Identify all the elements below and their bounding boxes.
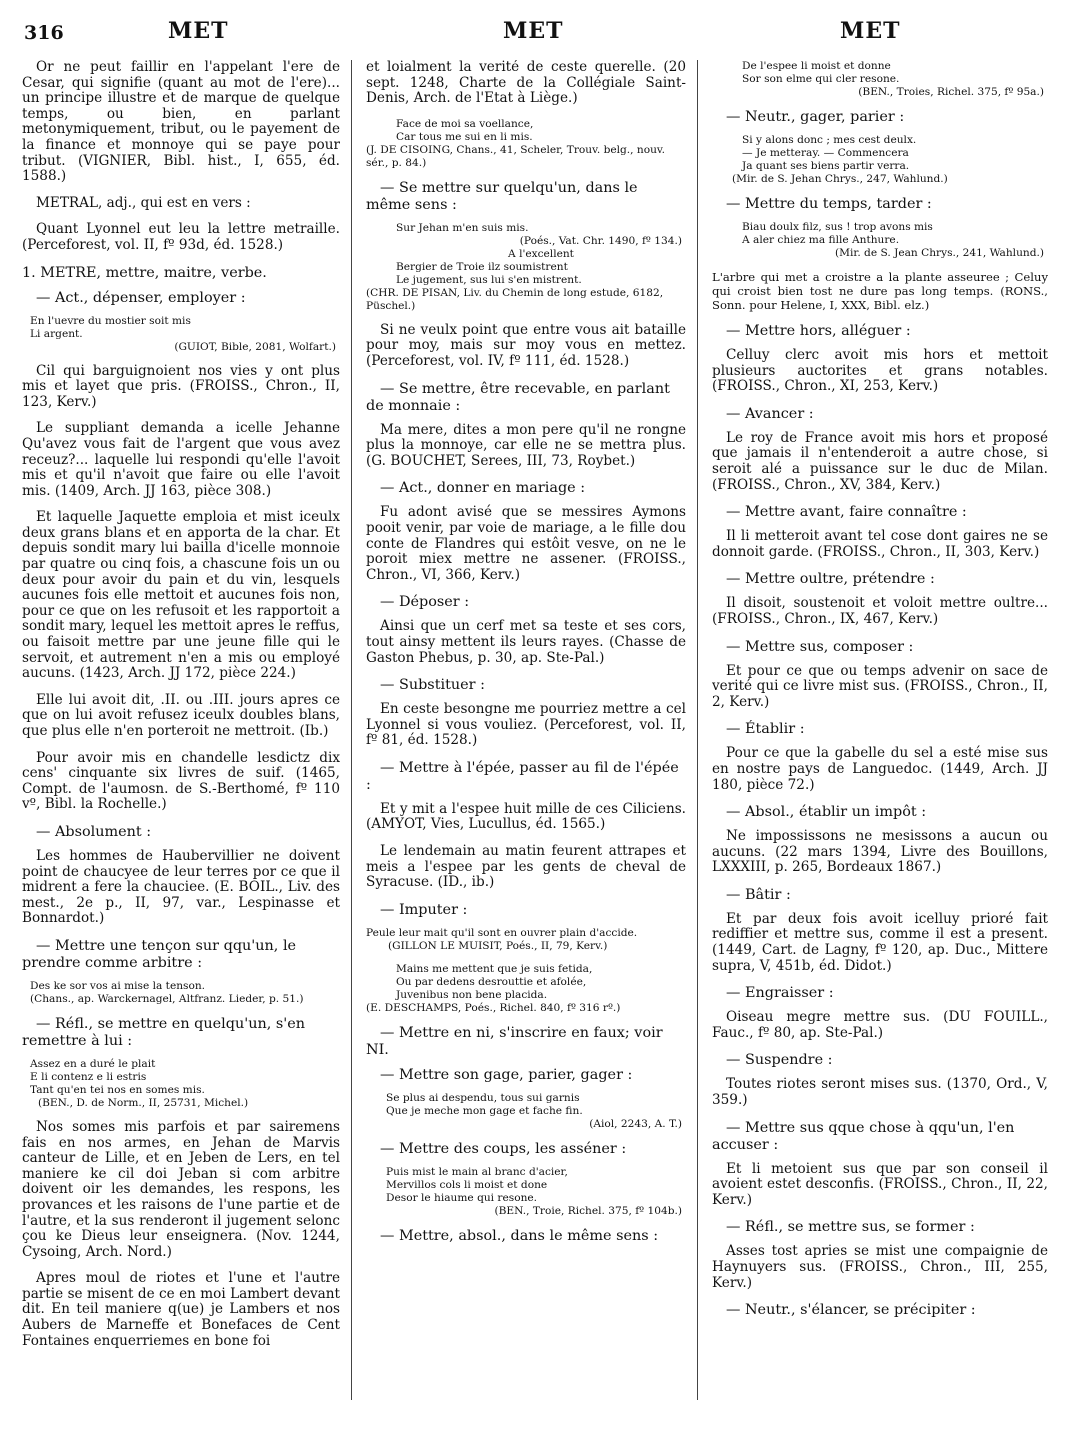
verse-quote — [366, 117, 686, 170]
sense-heading: — Mettre en ni, s'inscrire en faux; voir NI. — [366, 1024, 663, 1058]
citation: (Mir. de S. Jehan Chrys., 247, Wahlund.) — [732, 173, 948, 185]
column-3 — [712, 60, 1048, 1400]
paragraph: Celluy clerc avoit mis hors et mettoit plusieurs auctorites et grans notables. (FROISS., Chron., XI, 253, Kerv.) — [712, 347, 1048, 395]
verse-line: Juvenibus non bene placida. — [396, 988, 548, 1001]
column-1 — [22, 60, 340, 1400]
verse-line: E li contenz e li estris — [30, 1070, 147, 1083]
entry-heading: METRAL, adj., qui est en vers : — [36, 194, 251, 211]
column-rule-2 — [697, 60, 698, 1400]
paragraph: Nos somes mis parfois et par sairemens fais en nos armes, en Jehan de Marvis canteur de Lille, et en Jeben de Lers, en tel maniere ke cil doi Jeban si com arbitre doivent oir les demandes, les respons, les provances et les raisons de l'une partie et de l'autre, et la sus renderont il jugement selonc çou ke Dieus leur enseignera. (Nov. 1244, Cysoing, Arch. Nord.) — [22, 1118, 340, 1260]
sense-heading: — Engraisser : — [726, 985, 834, 1002]
paragraph: Le lendemain au matin feurent attrapes et meis a l'espee par les gents de cheval de Syracuse. (ID., ib.) — [366, 843, 686, 891]
verse-line: Car tous me sui en li mis. — [396, 130, 533, 143]
verse-line: Sur Jehan m'en suis mis. — [396, 221, 529, 234]
sense-heading: — Act., dépenser, employer : — [36, 289, 246, 306]
verse-line: Peule leur mait qu'il sont en ouvrer plain d'accide. — [366, 926, 638, 939]
citation: (BEN., D. de Norm., II, 25731, Michel.) — [38, 1096, 249, 1109]
sense-heading: — Mettre oultre, prétendre : — [726, 571, 935, 588]
sense-heading: — Se mettre sur quelqu'un, dans le même sens : — [366, 179, 638, 213]
verse-line: Assez en a duré le plait — [30, 1057, 156, 1070]
paragraph: En ceste besongne me pourriez mettre a cel Lyonnel si vous vouliez. (Perceforest, vol. II, fº 81, éd. 1528.) — [366, 701, 686, 749]
verse-quote — [366, 962, 686, 1015]
sense-heading: — Substituer : — [380, 677, 485, 694]
verse-quote — [386, 1166, 686, 1218]
running-headword-left: MET — [168, 18, 229, 44]
sense-heading: — Réfl., se mettre sus, se former : — [726, 1219, 975, 1236]
verse-line: Face de moi sa voellance, — [396, 117, 534, 130]
citation: (Aiol, 2243, A. T.) — [589, 1117, 682, 1130]
sense-heading: — Absolument : — [36, 823, 152, 840]
paragraph: Or ne peut faillir en l'appelant l'ere de Cesar, qui signifie (quant au mot de l'ere)... un principe illustre et de marque de quelque temps, ou bien, en parlant metonymiquement, tribut, ou le payement de la finance et monnoye qui se paye pour tribut. (VIGNIER, Bibl. hist., I, 655, éd. 1588.) — [22, 60, 340, 185]
running-headword-right: MET — [840, 18, 901, 44]
verse-line: De l'espee li moist et donne — [742, 60, 891, 72]
paragraph: Et pour ce que ou temps advenir on sace de verité qui ce livre mist sus. (FROISS., Chron., II, 2, Kerv.) — [712, 662, 1048, 710]
verse-line: — Je metteray. — Commencera — [742, 147, 909, 159]
sense-heading: — Bâtir : — [726, 886, 791, 903]
paragraph: Le roy de France avoit mis hors et proposé que jamais il n'entenderoit a autre chose, si seroit alé a puissance sur le duc de Milan. (FROISS., Chron., XV, 384, Kerv.) — [712, 429, 1048, 493]
verse-quote — [742, 221, 1048, 260]
sense-heading: — Mettre sus qque chose à qqu'un, l'en accuser : — [712, 1119, 1015, 1153]
verse-line: Des ke sor vos ai mise la tenson. — [30, 979, 206, 992]
sense-heading: — Mettre sus, composer : — [726, 638, 914, 655]
sense-heading: — Mettre, absol., dans le même sens : — [380, 1227, 659, 1244]
sense-heading: — Se mettre, être recevable, en parlant de monnaie : — [366, 380, 670, 414]
paragraph: Il li metteroit avant tel cose dont gaires ne se donnoit garde. (FROISS., Chron., II, 303, Kerv.) — [712, 528, 1048, 560]
verse-quote — [386, 1092, 686, 1131]
paragraph: Apres moul de riotes et l'une et l'autre partie se misent de ce en moi Lambert devant dit. En teil maniere q(ue) je Lambers et nos Aubers de Marneffe et Bonefaces de Cent Fontaines enquerriemes en bone foi — [22, 1270, 340, 1349]
verse-line: A l'excellent — [508, 247, 574, 260]
paragraph: Elle lui avoit dit, .II. ou .III. jours apres ce que on lui avoit refusez iceulx doubles blans, que plus elle n'en porteroit ne mettroit. (Ib.) — [22, 691, 340, 739]
verse-quote — [30, 315, 340, 354]
paragraph: Pour avoir mis en chandelle lesdictz dix cens' cinquante six livres de suif. (1465, Compt. de l'aumosn. de S.-Berthomé, fº 110 vº, Bibl. la Rochelle.) — [22, 749, 340, 813]
sense-heading: — Mettre hors, alléguer : — [726, 323, 911, 339]
verse-line: Si y alons donc ; mes cest deulx. — [742, 134, 917, 146]
verse-quote — [30, 1058, 340, 1110]
sense-heading: — Imputer : — [380, 901, 468, 918]
paragraph: Les hommes de Haubervillier ne doivent point de chaucyee de leur terres por ce que il midrent a fere la chauciee. (E. BOIL., Liv. des mest., 2e p., II, 97, var., Lespinasse et Bonnardot.) — [22, 847, 340, 927]
verse-line: Ja quant ses biens partir verra. — [742, 160, 910, 172]
verse-line: Li argent. — [30, 327, 83, 340]
citation: (BEN., Troie, Richel. 375, fº 104b.) — [494, 1204, 682, 1217]
paragraph: Il disoit, soustenoit et voloit mettre oultre... (FROISS., Chron., IX, 467, Kerv.) — [712, 595, 1048, 627]
paragraph: Si ne veulx point que entre vous ait bataille pour moy, mais sur moy vous en mettez. (Perceforest, vol. IV, fº 111, éd. 1528.) — [366, 321, 686, 369]
citation: (Chans., ap. Warckernagel, Altfranz. Lieder, p. 51.) — [30, 992, 304, 1005]
paragraph: Fu adont avisé que se messires Aymons pooit venir, par voie de mariage, a le fille dou conte de Flandres qui estôit vesve, on ne le poroit miex mettre ne assener. (FROISS., Chron., VI, 366, Kerv.) — [366, 504, 686, 583]
running-headword-center: MET — [503, 18, 564, 44]
paragraph: Oiseau megre mettre sus. (DU FOUILL., Fauc., fº 80, ap. Ste-Pal.) — [712, 1009, 1048, 1041]
verse-quote — [366, 927, 686, 953]
citation: (Poés., Vat. Chr. 1490, fº 134.) — [519, 234, 682, 247]
citation: (BEN., Troies, Richel. 375, fº 95a.) — [858, 86, 1044, 98]
page-number: 316 — [24, 22, 64, 44]
paragraph: Et par deux fois avoit icelluy prioré fait rediffier et mettre sus, comme il est a present. (1449, Cart. de Lagny, fº 120, ap. Duc., Mittere supra, V, 451b, éd. Didot.) — [712, 910, 1048, 974]
verse-quote — [742, 60, 1048, 99]
verse-line: Mains me mettent que je suis fetida, — [396, 962, 593, 975]
paragraph: Et laquelle Jaquette emploia et mist iceulx deux grans blans et en apporta de la char. Et depuis sondit mary lui bailla d'icelle monnoie par quatre ou cinq fois, a chascune fois un ou deux pour avoir du pain et du vin, lesquels aucunes fois elle mettoit et aucunes fois non, pour ce que on les refusoit et les rapportoit a sondit mary, lequel les mettoit apres le reffus, ou faisoit mettre par une jeune fille qui le servoit, et autrement n'en a mis ou employé aucuns. (1423, Arch. JJ 172, pièce 224.) — [22, 509, 340, 682]
page-header — [0, 18, 1078, 48]
verse-line: Bergier de Troie ilz soumistrent — [396, 260, 568, 273]
citation: (Mir. de S. Jean Chrys., 241, Wahlund.) — [835, 247, 1044, 259]
verse-quote — [732, 134, 1048, 186]
sense-heading: — Avancer : — [726, 405, 814, 422]
verse-quote — [366, 221, 686, 313]
verse-quote — [30, 980, 340, 1006]
entry-heading: 1. METRE, mettre, maitre, verbe. — [22, 264, 267, 281]
verse-line: Desor le hiaume qui resone. — [386, 1191, 538, 1204]
sense-heading: — Mettre une tençon sur qqu'un, le prendre comme arbitre : — [22, 937, 297, 971]
sense-heading: — Absol., établir un impôt : — [726, 804, 927, 821]
sense-heading: — Neutr., s'élancer, se précipiter : — [726, 1302, 976, 1319]
verse-line: Se plus ai despendu, tous sui garnis — [386, 1091, 580, 1104]
sense-heading: — Act., donner en mariage : — [380, 480, 586, 497]
verse-line: Ou par dedens desrouttie et afolée, — [396, 975, 587, 988]
paragraph: Pour ce que la gabelle du sel a esté mise sus en nostre pays de Languedoc. (1449, Arch. JJ 180, pièce 72.) — [712, 745, 1048, 793]
sense-heading: — Déposer : — [380, 594, 470, 611]
paragraph: Et li metoient sus que par son conseil il avoient estet desconfis. (FROISS., Chron., II, 22, Kerv.) — [712, 1160, 1048, 1208]
verse-line: Tant qu'en tei nos en somes mis. — [30, 1083, 205, 1096]
verse-quote: L'arbre qui met a croistre a la plante asseuree ; Celuy qui croist bien tost ne dure pas long temps. (RONS., Sonn. pour Helene, I, XXX, Bibl. elz.) — [712, 270, 1048, 312]
paragraph: Asses tost apries se mist une compaignie de Haynuyers sus. (FROISS., Chron., III, 255, Kerv.) — [712, 1243, 1048, 1291]
verse-line: Biau doulx filz, sus ! trop avons mis — [742, 221, 933, 233]
column-2 — [366, 60, 686, 1400]
verse-line: A aler chiez ma fille Anthure. — [742, 234, 900, 246]
sense-heading: — Établir : — [726, 721, 805, 738]
sense-heading: — Mettre des coups, les asséner : — [380, 1140, 627, 1157]
paragraph: Ainsi que un cerf met sa teste et ses cors, tout ainsy mettent ils leurs rayes. (Chasse de Gaston Phebus, p. 30, ap. Ste-Pal.) — [366, 618, 686, 666]
paragraph: Quant Lyonnel eut leu la lettre metraille. (Perceforest, vol. II, fº 93d, éd. 1528.) — [22, 221, 340, 253]
citation: (CHR. DE PISAN, Liv. du Chemin de long estude, 6182, Püschel.) — [366, 286, 664, 312]
paragraph: Le suppliant demanda a icelle Jehanne Qu'avez vous fait de l'argent que vous avez receuz?... laquelle lui respondi qu'elle l'avoit mis et qu'il n'avoit que faire ou elle l'avoit mis. (1409, Arch. JJ 163, pièce 308.) — [22, 420, 340, 499]
column-rule-1 — [351, 60, 352, 1400]
verse-line: Le jugement, sus lui s'en mistrent. — [396, 273, 582, 286]
sense-heading: — Mettre avant, faire connaître : — [726, 504, 967, 521]
citation: (J. DE CISOING, Chans., 41, Scheler, Trouv. belg., nouv. sér., p. 84.) — [366, 143, 666, 169]
sense-heading: — Réfl., se mettre en quelqu'un, s'en remettre à lui : — [22, 1015, 306, 1049]
paragraph: Cil qui barguignoient nos vies y ont plus mis et layet que pris. (FROISS., Chron., II, 123, Kerv.) — [22, 362, 340, 410]
paragraph: Toutes riotes seront mises sus. (1370, Ord., V, 359.) — [712, 1076, 1048, 1109]
sense-heading: — Neutr., gager, parier : — [726, 109, 905, 125]
paragraph: Ne impossissons ne mesissons a aucun ou aucuns. (22 mars 1394, Livre des Bouillons, LXXXIII, p. 265, Bordeaux 1867.) — [712, 828, 1048, 876]
sense-heading: — Mettre du temps, tarder : — [726, 196, 932, 212]
paragraph: Et y mit a l'espee huit mille de ces Ciliciens. (AMYOT, Vies, Lucullus, éd. 1565.) — [366, 800, 686, 833]
paragraph: Ma mere, dites a mon pere qu'il ne rongne plus la monnoye, car elle ne se mettra plus. (G. BOUCHET, Serees, III, 73, Roybet.) — [366, 421, 686, 469]
verse-line: Puis mist le main al branc d'acier, — [386, 1165, 568, 1178]
verse-line: Sor son elme qui cler resone. — [742, 73, 900, 85]
sense-heading: — Mettre son gage, parier, gager : — [380, 1066, 633, 1083]
verse-line: En l'uevre du mostier soit mis — [30, 314, 191, 327]
sense-heading: — Suspendre : — [726, 1052, 833, 1069]
citation: (E. DESCHAMPS, Poés., Richel. 840, fº 316 rº.) — [366, 1001, 621, 1014]
verse-line: Mervillos cols li moist et done — [386, 1178, 548, 1191]
citation: (GUIOT, Bible, 2081, Wolfart.) — [174, 340, 336, 353]
paragraph: et loialment la verité de ceste querelle. (20 sept. 1248, Charte de la Collégiale Saint-Denis, Arch. de l'Etat à Liège.) — [366, 60, 686, 107]
citation: (GILLON LE MUISIT, Poés., II, 79, Kerv.) — [388, 939, 608, 952]
verse-line: Que je meche mon gage et fache fin. — [386, 1104, 583, 1117]
sense-heading: — Mettre à l'épée, passer au fil de l'épée : — [366, 759, 679, 793]
